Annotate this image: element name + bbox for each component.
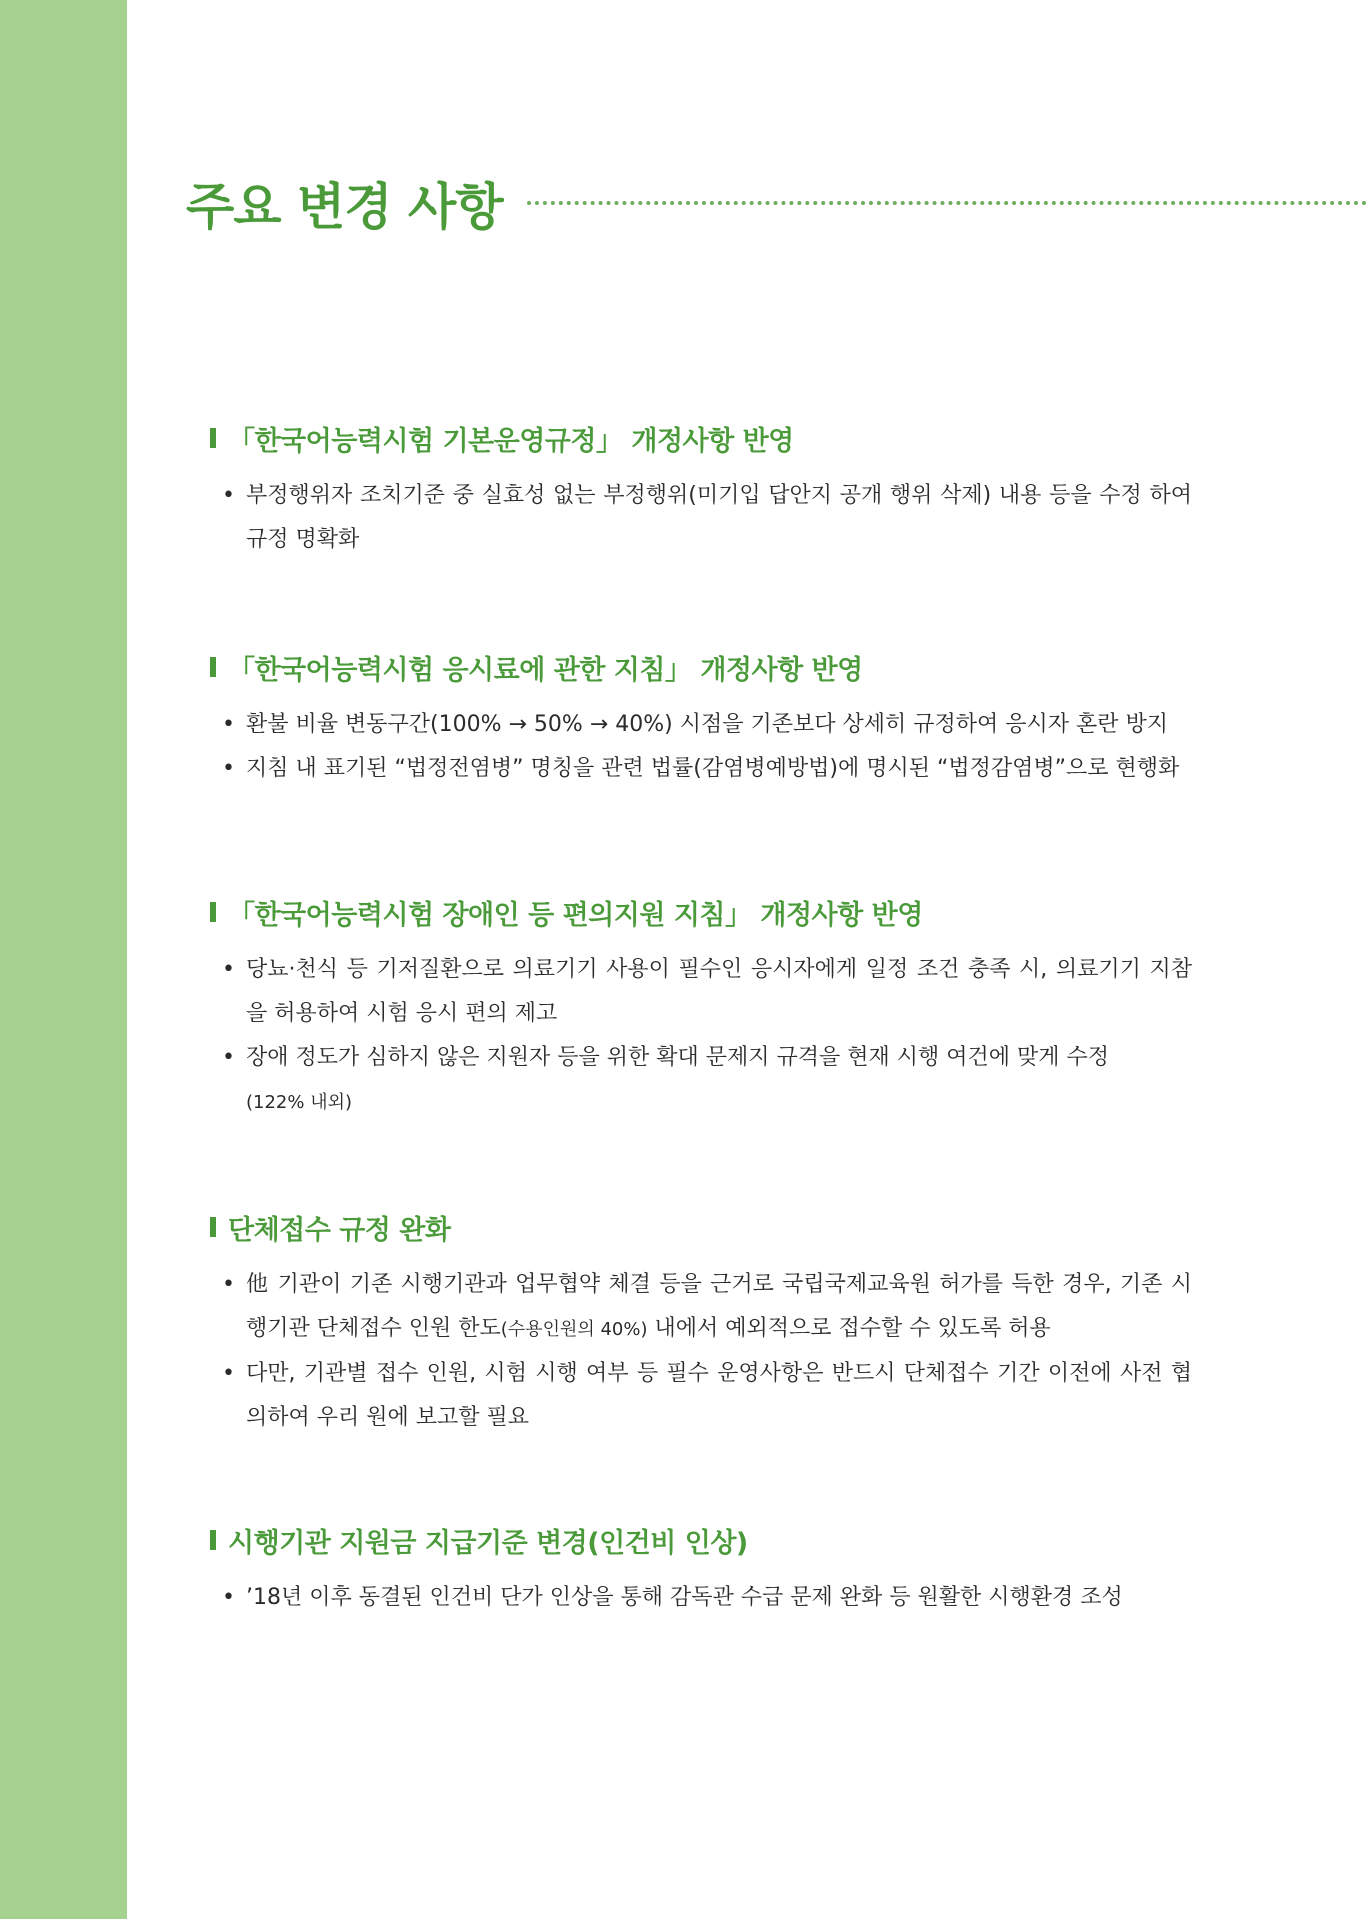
list-item	[210, 747, 1192, 791]
bullet-list	[210, 1576, 1200, 1620]
list-item-text: ’18년 이후 동결된 인건비 단가 인상을 통해 감독관 수급 문제 완화 등 원활한 시행환경 조성	[246, 1585, 1123, 1610]
section-heading	[210, 418, 1200, 458]
list-item-text: 다만, 기관별 접수 인원, 시험 시행 여부 등 필수 운영사항은 반드시 단체접수 기간 이전에 사전 협의하여 우리 원에 보고할 필요	[246, 1361, 1192, 1430]
section-heading	[210, 1207, 1200, 1247]
list-item	[210, 948, 1192, 1036]
list-item	[210, 474, 1192, 562]
dotted-divider	[527, 201, 1367, 205]
section-heading-text: 「한국어능력시험 기본운영규정」 개정사항 반영	[228, 425, 794, 457]
section-funding-criteria	[210, 1520, 1200, 1620]
section-heading-text: 「한국어능력시험 응시료에 관한 지침」 개정사항 반영	[228, 654, 863, 686]
list-item	[210, 1036, 1192, 1125]
section-accessibility-support	[210, 892, 1200, 1125]
bullet-icon: •	[222, 756, 235, 781]
heading-bar-icon	[210, 428, 216, 448]
section-heading	[210, 1520, 1200, 1560]
heading-bar-icon	[210, 1217, 216, 1237]
section-heading-text: 단체접수 규정 완화	[228, 1214, 451, 1246]
section-heading	[210, 647, 1200, 687]
section-heading-text: 시행기관 지원금 지급기준 변경(인건비 인상)	[228, 1527, 748, 1559]
page-title: 주요 변경 사항	[186, 178, 503, 236]
decorative-sidebar	[0, 0, 127, 1919]
section-heading-text: 「한국어능력시험 장애인 등 편의지원 지침」 개정사항 반영	[228, 899, 923, 931]
heading-bar-icon	[210, 902, 216, 922]
list-item-text: 부정행위자 조치기준 중 실효성 없는 부정행위(미기입 답안지 공개 행위 삭제) 내용 등을 수정 하여 규정 명확화	[246, 483, 1192, 552]
list-item-text: 환불 비율 변동구간(100% → 50% → 40%) 시점을 기존보다 상세히 규정하여 응시자 혼란 방지	[246, 712, 1168, 737]
section-heading	[210, 892, 1200, 932]
list-item	[210, 1263, 1192, 1352]
list-item-note: (122% 내외)	[246, 1092, 353, 1113]
list-item	[210, 1576, 1192, 1620]
bullet-icon: •	[222, 483, 235, 508]
bullet-icon: •	[222, 1272, 235, 1297]
bullet-icon: •	[222, 712, 235, 737]
section-basic-regulation	[210, 418, 1200, 562]
bullet-list	[210, 1263, 1200, 1440]
bullet-list	[210, 703, 1200, 791]
section-exam-fee	[210, 647, 1200, 791]
bullet-icon: •	[222, 1045, 235, 1070]
list-item-note: (수용인원의 40%)	[500, 1319, 648, 1340]
list-item	[210, 1352, 1192, 1440]
page-header	[186, 168, 1367, 238]
heading-bar-icon	[210, 657, 216, 677]
bullet-icon: •	[222, 1585, 235, 1610]
list-item-text: 他 기관이 기존 시행기관과 업무협약 체결 등을 근거로 국립국제교육원 허가를 득한 경우, 기존 시행기관 단체접수 인원 한도	[246, 1272, 1192, 1341]
bullet-list	[210, 474, 1200, 562]
bullet-list	[210, 948, 1200, 1125]
list-item-text: 당뇨·천식 등 기저질환으로 의료기기 사용이 필수인 응시자에게 일정 조건 충족 시, 의료기기 지참을 허용하여 시험 응시 편의 제고	[246, 957, 1192, 1026]
bullet-icon: •	[222, 1361, 235, 1386]
list-item-text: 내에서 예외적으로 접수할 수 있도록 허용	[647, 1316, 1051, 1341]
list-item-text: 지침 내 표기된 “법정전염병” 명칭을 관련 법률(감염병예방법)에 명시된 “법정감염병”으로 현행화	[246, 756, 1180, 781]
list-item	[210, 703, 1192, 747]
section-group-registration	[210, 1207, 1200, 1440]
list-item-text: 장애 정도가 심하지 않은 지원자 등을 위한 확대 문제지 규격을 현재 시행 여건에 맞게 수정	[246, 1045, 1109, 1070]
bullet-icon: •	[222, 957, 235, 982]
heading-bar-icon	[210, 1530, 216, 1550]
